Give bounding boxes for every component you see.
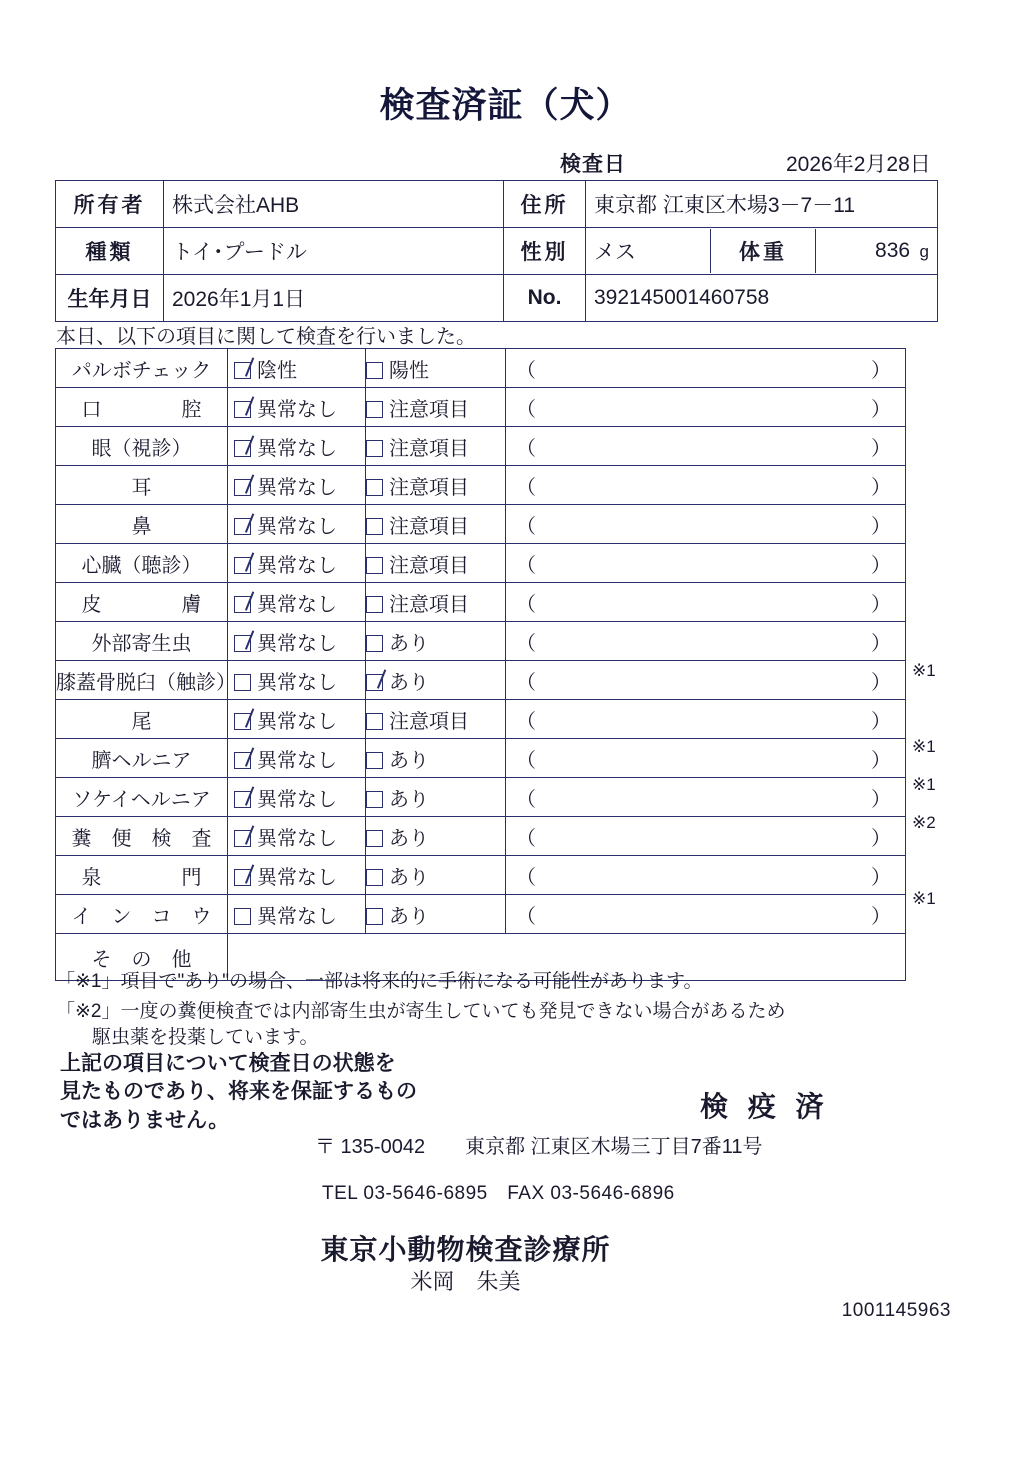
option-1-label: 異常なし: [257, 554, 337, 577]
footnote-1: 「※1」項目で"あり"の場合、一部は将来的に手術になる可能性があります。: [56, 971, 703, 992]
checkbox-icon[interactable]: [234, 752, 251, 769]
weight-value: 836: [875, 239, 911, 262]
item-note-marker: ※2: [912, 813, 936, 832]
checkbox-icon[interactable]: [366, 518, 383, 535]
checkbox-icon[interactable]: [234, 713, 251, 730]
option-2-label: 注意項目: [389, 437, 469, 460]
item-name: 膝蓋骨脱臼（触診）: [56, 661, 228, 700]
checkbox-icon[interactable]: [366, 635, 383, 652]
birth-label: 生年月日: [56, 275, 164, 322]
owner-label: 所有者: [56, 181, 164, 228]
clinic-address: 〒 135-0042 東京都 江東区木場三丁目7番11号: [315, 1136, 763, 1158]
item-name: ソケイヘルニア: [56, 778, 228, 817]
item-option-1[interactable]: [228, 349, 366, 388]
item-comment-field[interactable]: （ ）: [506, 895, 906, 934]
option-2-label: あり: [389, 788, 429, 811]
option-1-label: 異常なし: [257, 476, 337, 499]
item-comment-field[interactable]: （ ）: [506, 778, 906, 817]
option-2-label: 注意項目: [389, 476, 469, 499]
item-option-2[interactable]: [366, 544, 506, 583]
checkbox-icon[interactable]: [234, 635, 251, 652]
checkbox-icon[interactable]: [366, 479, 383, 496]
checkbox-icon[interactable]: [366, 674, 383, 691]
lead-sentence: 本日、以下の項目に関して検査を行いました。: [56, 326, 476, 348]
option-2-label: あり: [389, 632, 429, 655]
table-row: [56, 583, 906, 622]
checkbox-icon[interactable]: [234, 869, 251, 886]
page-title: 検査済証（犬）: [379, 86, 632, 125]
option-1-label: 異常なし: [257, 593, 337, 616]
disclaimer-statement: 上記の項目について検査日の状態を 見たものであり、将来を保証するもの ではありません。: [60, 1052, 417, 1132]
option-2-label: 注意項目: [389, 554, 469, 577]
serial-number: 1001145963: [841, 1300, 951, 1321]
item-name: 心臓（聴診）: [56, 544, 228, 583]
option-1-label: 異常なし: [257, 866, 337, 889]
option-1-label: 異常なし: [257, 671, 337, 694]
option-2-label: あり: [389, 866, 429, 889]
item-comment-field[interactable]: （ ）: [506, 505, 906, 544]
footnote-2: 「※2」一度の糞便検査では内部寄生虫が寄生していても発見できない場合があるため: [56, 1001, 786, 1022]
item-option-2[interactable]: [366, 505, 506, 544]
item-name: 外部寄生虫: [56, 622, 228, 661]
item-comment-field[interactable]: （ ）: [506, 739, 906, 778]
item-name: イ ン コ ウ: [56, 895, 228, 934]
option-1-label: 異常なし: [257, 788, 337, 811]
item-name: 尾: [56, 700, 228, 739]
option-2-label: 注意項目: [389, 593, 469, 616]
table-row: [56, 275, 938, 322]
checkbox-icon[interactable]: [366, 791, 383, 808]
item-comment-field[interactable]: （ ）: [506, 700, 906, 739]
table-row: [56, 622, 906, 661]
item-option-2[interactable]: [366, 739, 506, 778]
table-row: [56, 466, 906, 505]
item-option-1[interactable]: [228, 544, 366, 583]
checkbox-icon[interactable]: [234, 791, 251, 808]
table-row: [56, 505, 906, 544]
checkbox-icon[interactable]: [366, 830, 383, 847]
table-row: [56, 544, 906, 583]
no-label: No.: [504, 275, 586, 322]
birth-value: 2026年1月1日: [164, 275, 504, 322]
option-1-label: 異常なし: [257, 905, 337, 928]
item-comment-field[interactable]: （ ）: [506, 427, 906, 466]
item-name: 糞 便 検 査: [56, 817, 228, 856]
address-label: 住所: [504, 181, 586, 228]
footnote-2b: 駆虫薬を投薬しています。: [92, 1027, 319, 1048]
item-comment-field[interactable]: （ ）: [506, 622, 906, 661]
owner-value: 株式会社AHB: [164, 181, 504, 228]
item-option-1[interactable]: [228, 700, 366, 739]
table-row: [56, 661, 906, 700]
item-option-2[interactable]: [366, 466, 506, 505]
item-option-1[interactable]: [228, 388, 366, 427]
item-note-marker: ※1: [912, 737, 936, 756]
item-note-marker: ※1: [912, 889, 936, 908]
item-comment-field[interactable]: （ ）: [506, 661, 906, 700]
item-option-1[interactable]: [228, 427, 366, 466]
option-2-label: あり: [389, 671, 429, 694]
option-2-label: 注意項目: [389, 398, 469, 421]
item-comment-field[interactable]: （ ）: [506, 817, 906, 856]
weight-cell: [816, 229, 938, 273]
option-2-label: あり: [389, 749, 429, 772]
weight-unit: g: [919, 242, 929, 261]
checkbox-icon[interactable]: [234, 830, 251, 847]
item-name: 皮 膚: [56, 583, 228, 622]
item-option-1[interactable]: [228, 661, 366, 700]
item-comment-field[interactable]: （ ）: [506, 583, 906, 622]
item-note-marker: ※1: [912, 661, 936, 680]
option-1-label: 異常なし: [257, 437, 337, 460]
table-row: [56, 817, 906, 856]
item-name: 泉 門: [56, 856, 228, 895]
item-name: パルボチェック: [56, 349, 228, 388]
sex-value: メス: [586, 229, 711, 273]
option-2-label: あり: [389, 827, 429, 850]
item-option-2[interactable]: [366, 817, 506, 856]
address-value: 東京都 江東区木場3－7－11: [586, 181, 938, 228]
option-1-label: 異常なし: [257, 827, 337, 850]
item-option-2[interactable]: [366, 349, 506, 388]
checkbox-icon[interactable]: [366, 908, 383, 925]
checkbox-icon[interactable]: [234, 362, 251, 379]
sex-label: 性別: [504, 228, 586, 275]
sex-weight-cell: [586, 228, 938, 275]
checkbox-icon[interactable]: [366, 557, 383, 574]
no-value: 392145001460758: [586, 275, 938, 322]
checkbox-icon[interactable]: [234, 674, 251, 691]
clinic-tel: TEL 03-5646-6895 FAX 03-5646-6896: [322, 1183, 675, 1204]
checkbox-icon[interactable]: [234, 479, 251, 496]
item-option-2[interactable]: [366, 661, 506, 700]
item-name: 口 腔: [56, 388, 228, 427]
item-option-2[interactable]: [366, 427, 506, 466]
item-name: 耳: [56, 466, 228, 505]
table-row: [56, 700, 906, 739]
weight-label: 体重: [711, 229, 816, 273]
option-2-label: 注意項目: [389, 515, 469, 538]
item-option-1[interactable]: [228, 856, 366, 895]
item-comment-field[interactable]: （ ）: [506, 466, 906, 505]
checkbox-icon[interactable]: [234, 908, 251, 925]
table-row: [56, 739, 906, 778]
checkbox-icon[interactable]: [234, 596, 251, 613]
option-1-label: 異常なし: [257, 398, 337, 421]
item-option-1[interactable]: [228, 817, 366, 856]
table-row: [56, 228, 938, 275]
item-option-2[interactable]: [366, 583, 506, 622]
table-row: [56, 778, 906, 817]
checkbox-icon[interactable]: [234, 518, 251, 535]
item-option-1[interactable]: [228, 505, 366, 544]
exam-items-table: [55, 348, 906, 981]
item-comment-field[interactable]: （ ）: [506, 856, 906, 895]
table-row: [56, 181, 938, 228]
item-option-2[interactable]: [366, 895, 506, 934]
item-option-2[interactable]: [366, 856, 506, 895]
table-row: [56, 427, 906, 466]
quarantine-stamp: 検 疫 済: [700, 1091, 830, 1122]
exam-date-label: 検査日: [560, 153, 626, 176]
item-name: 鼻: [56, 505, 228, 544]
option-1-label: 陰性: [257, 359, 297, 382]
item-option-2[interactable]: [366, 700, 506, 739]
item-option-1[interactable]: [228, 739, 366, 778]
item-comment-field[interactable]: （ ）: [506, 388, 906, 427]
checkbox-icon[interactable]: [366, 869, 383, 886]
checkbox-icon[interactable]: [234, 440, 251, 457]
item-comment-field[interactable]: （ ）: [506, 544, 906, 583]
exam-date-value: 2026年2月28日: [786, 153, 931, 176]
option-2-label: 注意項目: [389, 710, 469, 733]
item-option-1[interactable]: [228, 466, 366, 505]
checkbox-icon[interactable]: [366, 713, 383, 730]
item-option-2[interactable]: [366, 778, 506, 817]
breed-value: トイ･プードル: [164, 228, 504, 275]
option-1-label: 異常なし: [257, 710, 337, 733]
item-option-1[interactable]: [228, 583, 366, 622]
option-1-label: 異常なし: [257, 515, 337, 538]
table-row: [56, 856, 906, 895]
item-note-marker: ※1: [912, 775, 936, 794]
item-comment-field[interactable]: （ ）: [506, 349, 906, 388]
item-option-2[interactable]: [366, 388, 506, 427]
other-label: そ の 他: [56, 934, 228, 981]
header-table: [55, 180, 938, 322]
checkbox-icon[interactable]: [366, 440, 383, 457]
item-option-2[interactable]: [366, 622, 506, 661]
item-option-1[interactable]: [228, 778, 366, 817]
option-1-label: 異常なし: [257, 749, 337, 772]
clinic-name: 東京小動物検査診療所: [320, 1234, 611, 1265]
option-2-label: 陽性: [389, 359, 429, 382]
checkbox-icon[interactable]: [366, 752, 383, 769]
checkbox-icon[interactable]: [234, 557, 251, 574]
checkbox-icon[interactable]: [366, 596, 383, 613]
checkbox-icon[interactable]: [366, 362, 383, 379]
table-row: [56, 349, 906, 388]
option-1-label: 異常なし: [257, 632, 337, 655]
checkbox-icon[interactable]: [366, 401, 383, 418]
checkbox-icon[interactable]: [234, 401, 251, 418]
item-option-1[interactable]: [228, 622, 366, 661]
table-row: [56, 895, 906, 934]
doctor-name: 米岡 朱美: [410, 1269, 521, 1294]
option-2-label: あり: [389, 905, 429, 928]
item-name: 眼（視診）: [56, 427, 228, 466]
item-option-1[interactable]: [228, 895, 366, 934]
table-row: [56, 388, 906, 427]
item-name: 臍ヘルニア: [56, 739, 228, 778]
breed-label: 種類: [56, 228, 164, 275]
